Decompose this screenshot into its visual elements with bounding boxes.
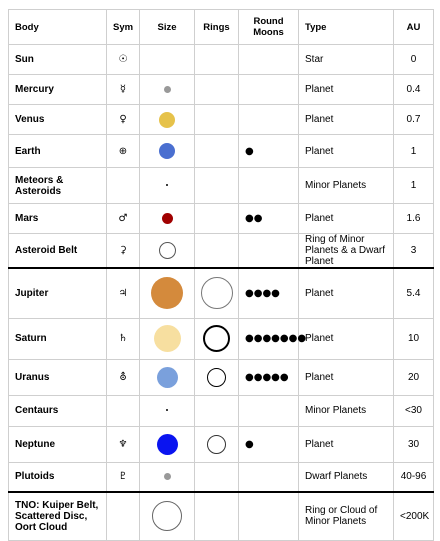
size-cell: [140, 204, 195, 234]
body-cell: Meteors & Asteroids: [9, 168, 107, 204]
type-cell: Minor Planets: [299, 168, 394, 204]
table-row: [9, 268, 434, 318]
body-cell: Mercury: [9, 75, 107, 105]
ceres-symbol-icon: ⚳: [107, 234, 140, 269]
saturn-ring-icon: [203, 325, 230, 352]
saturn-disc-icon: [154, 325, 181, 352]
tno-label: TNO: Kuiper Belt, Scattered Disc, Oort Cloud: [15, 499, 99, 533]
moons-cell: [239, 168, 299, 204]
table-row: [9, 426, 434, 462]
venus-disc-icon: [159, 112, 175, 128]
solar-system-table: [8, 9, 434, 541]
rings-cell: [195, 75, 239, 105]
au-cell: 0: [394, 45, 434, 75]
mercury-disc-icon: [164, 86, 171, 93]
type-cell: Planet: [299, 359, 394, 395]
moons-cell: [239, 234, 299, 269]
earth-symbol-icon: ⊕: [107, 135, 140, 168]
sym-cell: [107, 492, 140, 540]
size-cell: [140, 492, 195, 540]
au-cell: 40-96: [394, 462, 434, 492]
body-cell: Uranus: [9, 359, 107, 395]
mars-symbol-icon: ♂: [107, 204, 140, 234]
au-cell: 3: [394, 234, 434, 269]
neptune-ring-icon: [207, 435, 226, 454]
mercury-symbol-icon: ☿: [107, 75, 140, 105]
type-cell: Ring or Cloud of Minor Planets: [299, 492, 394, 540]
size-cell: [140, 318, 195, 359]
rings-cell: [195, 268, 239, 318]
type-cell: Planet: [299, 75, 394, 105]
rings-cell: [195, 105, 239, 135]
type-cell: Minor Planets: [299, 395, 394, 426]
size-cell: [140, 359, 195, 395]
au-cell: 5.4: [394, 268, 434, 318]
moons-cell: [239, 75, 299, 105]
mars-disc-icon: [162, 213, 173, 224]
moons-cell: ●●●●●●●: [239, 318, 299, 359]
table-row: [9, 395, 434, 426]
au-cell: 1: [394, 135, 434, 168]
neptune-disc-icon: [157, 434, 178, 455]
body-cell: Jupiter: [9, 268, 107, 318]
moons-cell: [239, 492, 299, 540]
jupiter-symbol-icon: ♃: [107, 268, 140, 318]
table-row: [9, 204, 434, 234]
rings-cell: [195, 359, 239, 395]
au-cell: <30: [394, 395, 434, 426]
type-cell: Dwarf Planets: [299, 462, 394, 492]
body-cell: Asteroid Belt: [9, 234, 107, 269]
size-cell: [140, 75, 195, 105]
moons-cell: ●●●●●: [239, 359, 299, 395]
type-cell: Planet: [299, 105, 394, 135]
rings-cell: [195, 395, 239, 426]
type-cell: Ring of Minor Planets & a Dwarf Planet: [299, 234, 394, 269]
body-cell: Sun: [9, 45, 107, 75]
tno-ring-icon: [152, 501, 182, 531]
rings-cell: [195, 462, 239, 492]
meteor-dot-icon: [166, 184, 168, 186]
type-cell: Planet: [299, 426, 394, 462]
moons-cell: [239, 45, 299, 75]
sun-symbol-icon: ☉: [107, 45, 140, 75]
table-row: [9, 75, 434, 105]
size-cell: [140, 426, 195, 462]
table-row: [9, 168, 434, 204]
au-cell: <200K: [394, 492, 434, 540]
type-cell: Star: [299, 45, 394, 75]
jupiter-disc-icon: [151, 277, 183, 309]
table-row: [9, 45, 434, 75]
size-cell: [140, 105, 195, 135]
table-row: [9, 318, 434, 359]
rings-cell: [195, 318, 239, 359]
rings-cell: [195, 492, 239, 540]
plutoid-disc-icon: [164, 473, 171, 480]
size-cell: [140, 135, 195, 168]
size-cell: [140, 168, 195, 204]
body-cell: [9, 492, 107, 540]
moons-cell: [239, 462, 299, 492]
size-cell: [140, 268, 195, 318]
au-cell: 0.4: [394, 75, 434, 105]
body-cell: Plutoids: [9, 462, 107, 492]
rings-cell: [195, 426, 239, 462]
type-cell: Planet: [299, 318, 394, 359]
body-cell: Mars: [9, 204, 107, 234]
header-type: Type: [299, 10, 394, 45]
uranus-symbol-icon: ⛢: [107, 359, 140, 395]
header-row: [9, 10, 434, 45]
pluto-symbol-icon: ♇: [107, 462, 140, 492]
asteroid-belt-ring-icon: [159, 242, 176, 259]
neptune-symbol-icon: ♆: [107, 426, 140, 462]
centaur-dot-icon: [166, 409, 168, 411]
header-body: Body: [9, 10, 107, 45]
au-cell: 30: [394, 426, 434, 462]
rings-cell: [195, 45, 239, 75]
au-cell: 1.6: [394, 204, 434, 234]
table-row: [9, 105, 434, 135]
moons-cell: [239, 105, 299, 135]
body-cell: Venus: [9, 105, 107, 135]
header-sym: Sym: [107, 10, 140, 45]
header-size: Size: [140, 10, 195, 45]
type-cell: Planet: [299, 135, 394, 168]
header-moons: Round Moons: [239, 10, 299, 45]
sym-cell: [107, 168, 140, 204]
moons-cell: ●●●●: [239, 268, 299, 318]
sym-cell: [107, 395, 140, 426]
table-row: [9, 492, 434, 540]
moons-cell: ●●: [239, 204, 299, 234]
moons-cell: ●: [239, 135, 299, 168]
table-row: [9, 462, 434, 492]
header-au: AU: [394, 10, 434, 45]
rings-cell: [195, 135, 239, 168]
header-rings: Rings: [195, 10, 239, 45]
venus-symbol-icon: ♀: [107, 105, 140, 135]
au-cell: 20: [394, 359, 434, 395]
rings-cell: [195, 204, 239, 234]
table-row: [9, 135, 434, 168]
au-cell: 1: [394, 168, 434, 204]
size-cell: [140, 462, 195, 492]
size-cell: [140, 395, 195, 426]
saturn-symbol-icon: ♄: [107, 318, 140, 359]
type-cell: Planet: [299, 204, 394, 234]
table-row: [9, 359, 434, 395]
uranus-ring-icon: [207, 368, 226, 387]
body-cell: Saturn: [9, 318, 107, 359]
moons-cell: [239, 395, 299, 426]
body-cell: Earth: [9, 135, 107, 168]
table-row: [9, 234, 434, 269]
type-cell: Planet: [299, 268, 394, 318]
moons-cell: ●: [239, 426, 299, 462]
jupiter-ring-icon: [201, 277, 233, 309]
size-cell: [140, 234, 195, 269]
body-cell: Centaurs: [9, 395, 107, 426]
earth-disc-icon: [159, 143, 175, 159]
size-cell: [140, 45, 195, 75]
rings-cell: [195, 168, 239, 204]
uranus-disc-icon: [157, 367, 178, 388]
body-cell: Neptune: [9, 426, 107, 462]
au-cell: 10: [394, 318, 434, 359]
rings-cell: [195, 234, 239, 269]
au-cell: 0.7: [394, 105, 434, 135]
